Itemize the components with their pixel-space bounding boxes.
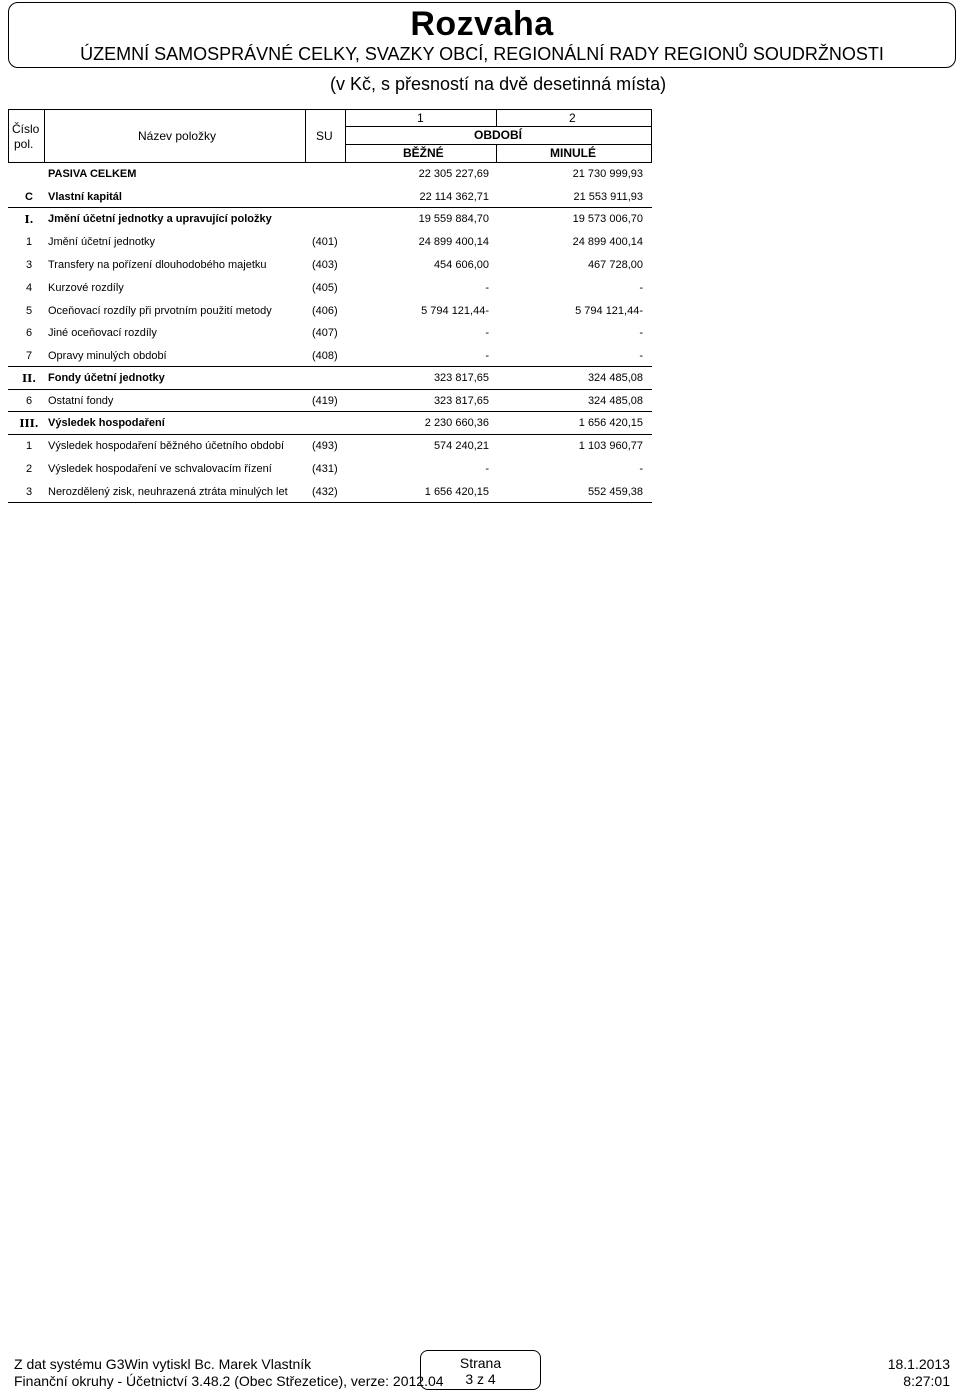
table-row [8,345,652,367]
row-current: 454 606,00 [433,259,489,271]
row-su: (407) [312,327,338,339]
row-previous: 1 656 420,15 [578,417,643,429]
row-previous: - [639,282,643,294]
footer-software: Finanční okruhy - Účetnictví 3.48.2 (Obec Střezetice), verze: 2012.04 [14,1373,444,1389]
row-current: 323 817,65 [433,395,489,407]
row-current: - [485,350,489,362]
row-su: (431) [312,463,338,475]
row-previous: 467 728,00 [587,259,643,271]
row-current: 22 114 362,71 [419,191,489,203]
report-title: Rozvaha [410,5,554,43]
table-row [8,322,652,344]
col-number-label-2: pol. [14,137,34,151]
row-name: Ostatní fondy [48,395,114,407]
row-su: (406) [312,305,338,317]
report-subtitle: ÚZEMNÍ SAMOSPRÁVNÉ CELKY, SVAZKY OBCÍ, REGIONÁLNÍ RADY REGIONŮ SOUDRŽNOSTI [80,44,884,64]
row-name: Jmění účetní jednotky a upravující položky [48,213,272,225]
row-previous: 24 899 400,14 [572,236,643,248]
table-row [8,208,652,230]
col-1-label: 1 [417,111,424,125]
row-name: Jmění účetní jednotky [48,236,156,248]
table-row [8,481,652,503]
row-name: Nerozdělený zisk, neuhrazená ztráta minulých let [48,486,288,498]
row-su: (401) [312,236,338,248]
row-su: (408) [312,350,338,362]
row-previous: - [639,463,643,475]
row-number: 6 [25,395,33,407]
row-current: - [485,463,489,475]
row-su: (493) [312,440,338,452]
footer-date: 18.1.2013 [887,1356,950,1372]
table-row [8,186,652,208]
row-previous: 21 553 911,93 [573,191,643,203]
footer-info [14,1356,444,1390]
row-previous: 552 459,38 [587,486,643,498]
row-number: II. [21,372,37,385]
table-row [8,412,652,434]
row-current: 2 230 660,36 [424,417,489,429]
page-label: Strana [459,1355,502,1371]
row-su: (419) [312,395,338,407]
row-number: 5 [25,305,33,317]
report-header [8,2,956,68]
row-current: 323 817,65 [433,372,489,384]
row-number: C [25,191,33,203]
row-previous: - [639,350,643,362]
row-previous: - [639,327,643,339]
row-number: I. [24,213,34,226]
page-indicator [420,1350,541,1390]
row-number: 4 [25,282,33,294]
row-number: 7 [25,350,33,362]
row-current: 19 559 884,70 [418,213,489,225]
table-row [8,300,652,322]
row-name: Výsledek hospodaření ve schvalovacím řízení [48,463,272,475]
col-previous-label: MINULÉ [550,146,596,160]
row-number: 1 [25,440,33,452]
col-name-label: Název položky [138,129,217,143]
row-number: III. [19,417,39,430]
row-previous: 5 794 121,44- [575,305,643,317]
col-su-label: SU [316,129,333,143]
units-note: (v Kč, s přesností na dvě desetinná místa) [330,74,667,94]
row-name: Oceňovací rozdíly při prvotním použití metody [48,305,272,317]
row-name: Fondy účetní jednotky [48,372,165,384]
row-su: (405) [312,282,338,294]
table-row [8,367,652,389]
row-su: (403) [312,259,338,271]
footer-time: 8:27:01 [903,1373,950,1389]
row-name: Transfery na pořízení dlouhodobého majetku [48,259,267,271]
row-name: Jiné oceňovací rozdíly [48,327,157,339]
row-number: 3 [25,486,33,498]
table-row [8,254,652,276]
row-previous: 324 485,08 [587,395,643,407]
row-number: 6 [25,327,33,339]
row-number: 1 [25,236,33,248]
row-current: - [485,282,489,294]
col-number-label-1: Číslo [12,122,40,136]
col-current-label: BĚŽNÉ [403,146,444,160]
row-name: Výsledek hospodaření [48,417,165,429]
row-current: 574 240,21 [433,440,489,452]
table-row [8,231,652,253]
row-name: Kurzové rozdíly [48,282,124,294]
row-previous: 324 485,08 [587,372,643,384]
row-name: Výsledek hospodaření běžného účetního období [48,440,285,452]
table-row [8,390,652,412]
row-current: 5 794 121,44- [421,305,489,317]
col-period-label: OBDOBÍ [474,128,522,142]
row-current: 24 899 400,14 [418,236,489,248]
row-su: (432) [312,486,338,498]
row-name: Vlastní kapitál [48,191,122,203]
row-number: 2 [25,463,33,475]
row-current: 22 305 227,69 [418,168,489,180]
row-previous: 21 730 999,93 [572,168,643,180]
row-previous: 19 573 006,70 [572,213,643,225]
row-name: PASIVA CELKEM [48,168,137,180]
row-name: Opravy minulých období [48,350,167,362]
row-number: 3 [25,259,33,271]
footer-printed-by: Z dat systému G3Win vytiskl Bc. Marek Vlastník [14,1356,312,1372]
table-row [8,163,652,185]
row-current: - [485,327,489,339]
page-value: 3 z 4 [465,1371,496,1387]
col-2-label: 2 [569,111,576,125]
table-row [8,435,652,457]
row-current: 1 656 420,15 [424,486,489,498]
row-previous: 1 103 960,77 [578,440,643,452]
footer-timestamp [888,1356,950,1390]
table-row [8,458,652,480]
table-row [8,277,652,299]
